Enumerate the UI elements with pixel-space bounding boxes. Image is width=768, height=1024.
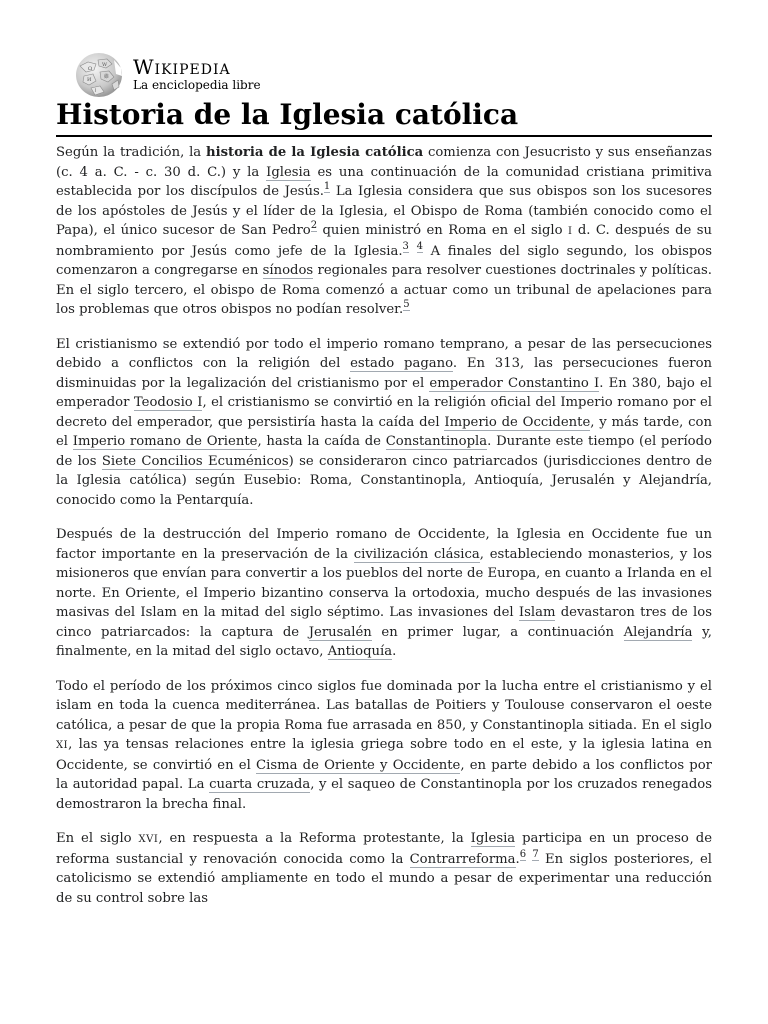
svg-text:維: 維 [104,74,110,80]
text: y, finalmente, en la mitad del siglo octavo, [56,624,712,659]
text: participa en un proceso de reforma sustancial y renovación conocida como la [56,831,713,867]
link-islam[interactable]: Islam [518,605,556,620]
text: Después de la destrucción del Imperio romano de Occidente, la Iglesia en Occidente fue un factor importante en la preservación de la [56,527,712,562]
link-civilizacion-clasica[interactable]: civilización clásica [353,546,480,562]
reference-5 [403,299,409,311]
bold-term: historia de la Iglesia católica [205,145,424,160]
link-concilios[interactable]: Siete Concilios Ecuménicos [101,453,289,469]
ref-link-6[interactable]: 6 [519,848,527,860]
link-iglesia[interactable]: Iglesia [266,164,311,180]
link-antioquia[interactable]: Antioquía [327,644,393,659]
century-numeral: XI [56,740,69,751]
paragraph-1 [56,143,712,320]
ref-link-3[interactable]: 3 [402,240,409,252]
paragraph-5 [56,829,712,908]
text: . [515,851,520,867]
text: quien ministró en Roma en el siglo [317,223,568,238]
text: es una continuación de la comunidad cristiana primitiva establecida por los discípulos de Jesús. [56,164,712,199]
text: comienza con Jesucristo y sus enseñanzas (c. 4 a. C. - c. 30 d. C.) y la [56,145,712,180]
text: . Durante este tiempo (el período de los [56,434,712,469]
century-numeral: I [568,226,573,237]
link-cisma[interactable]: Cisma de Oriente y Occidente [256,757,461,773]
text: regionales para resolver cuestiones doctrinales y políticas. En el siglo tercero, el obispo de Roma comenzó a actuar como un tribunal de apelaciones para los problemas que otros obispos no podían resolver. [56,263,712,317]
site-header [74,52,261,98]
link-iglesia-2[interactable]: Iglesia [470,831,516,846]
text: La Iglesia considera que sus obispos son los sucesores de los apóstoles de Jesús y el líder de la Iglesia, el Obispo de Roma (también conocido como el Papa), el único sucesor de San Pedro [56,184,713,238]
text: , el cristianismo se convirtió en la religión oficial del Imperio romano por el decreto del emperador, que persistiría hasta la caída del [56,395,712,430]
reference-3 [403,241,409,253]
text: , las ya tensas relaciones entre la iglesia griega sobre todo en el este, y la iglesia latina en Occidente, se convirtió en el [56,737,712,773]
text: Según la tradición, la [56,145,206,160]
text: , en parte debido a los conflictos por la autoridad papal. La [56,757,712,792]
text: En siglos posteriores, el catolicismo se extendió ampliamente en todo el mundo a pesar de experimentar una reducción de su control sobre las [56,851,713,906]
link-constantino[interactable]: emperador Constantino I [429,375,600,391]
paragraph-2 [56,335,712,511]
text: El cristianismo se extendió por todo el imperio romano temprano, a pesar de las persecuciones debido a conflictos con la religión del [56,336,712,371]
reference-6 [520,849,526,861]
text: A finales del siglo segundo, los obispos comenzaron a congregarse en [56,243,712,278]
link-jerusalen[interactable]: Jerusalén [308,624,372,640]
svg-text:Ω: Ω [88,66,93,72]
wikipedia-globe-icon[interactable] [74,52,124,98]
text: ) se consideraron cinco patriarcados (jurisdicciones dentro de la Iglesia católica) según Eusebio: Roma, Constantinopla, Antioquía, Jerusalén y Alejandría, conocido como la Pentarquía. [56,453,712,508]
text: En el siglo [56,831,139,846]
ref-link-7[interactable]: 7 [532,848,539,860]
link-teodosio[interactable]: Teodosio I [133,395,203,410]
century-numeral: XVI [138,834,159,845]
page-title: Historia de la Iglesia católica [56,96,712,137]
text: , estableciendo monasterios, y los misioneros que envían para convertir a los pueblos del norte de Europa, en cuanto a Irlanda en el norte. En Oriente, el Imperio bizantino conserva la ortodoxia, mucho después de las invasiones masivas del Islam en la mitad del siglo séptimo. Las invasiones del [56,546,712,620]
wordmark-tagline: La enciclopedia libre [133,78,261,92]
link-cuarta-cruzada[interactable]: cuarta cruzada [209,777,311,792]
link-sinodos[interactable]: sínodos [262,263,314,278]
paragraph-3 [56,525,712,662]
link-alejandria[interactable]: Alejandría [623,624,693,640]
ref-link-5[interactable]: 5 [403,299,410,310]
text: . En 313, las persecuciones fueron disminuidas por la legalización del cristianismo por el [56,356,712,391]
wordmark-title: Wikipedia [133,55,231,79]
text: , y más tarde, con el [56,414,712,449]
ref-link-2[interactable]: 2 [310,220,318,231]
text: Todo el período de los próximos cinco siglos fue dominada por la lucha entre el cristianismo y el islam en toda la cuenca mediterránea. Las batallas de Poitiers y Toulouse conservaron el oeste católica, a pesar de que la propia Roma fue arrasada en 850, y Constantinopla sitiada. En el siglo [56,678,712,733]
wordmark[interactable] [133,56,261,92]
ref-link-4[interactable]: 4 [416,240,423,252]
text: devastaron tres de los cinco patriarcados: la captura de [56,605,712,640]
link-imperio-occidente[interactable]: Imperio de Occidente [444,414,591,430]
link-constantinopla[interactable]: Constantinopla [385,434,488,449]
article-body [56,143,712,923]
svg-text:W: W [102,62,108,68]
link-contrarreforma[interactable]: Contrarreforma [409,851,516,867]
text: , hasta la caída de [257,434,386,449]
svg-text:ا: ا [95,88,97,94]
text: en primer lugar, a continuación [371,624,624,640]
text: d. C. después de su nombramiento por Jesús como jefe de la Iglesia. [56,223,712,259]
text: . En 380, bajo el emperador [56,375,713,410]
link-imperio-oriente[interactable]: Imperio romano de Oriente [72,434,258,449]
ref-link-1[interactable]: 1 [323,181,331,192]
text: , en respuesta a la Reforma protestante, la [158,831,471,846]
text: , y el saqueo de Constantinopla por los cruzados renegados demostraron la brecha final. [56,777,712,812]
paragraph-4 [56,677,712,815]
svg-text:И: И [87,77,92,83]
link-estado-pagano[interactable]: estado pagano [350,356,453,371]
text: . [392,644,397,659]
